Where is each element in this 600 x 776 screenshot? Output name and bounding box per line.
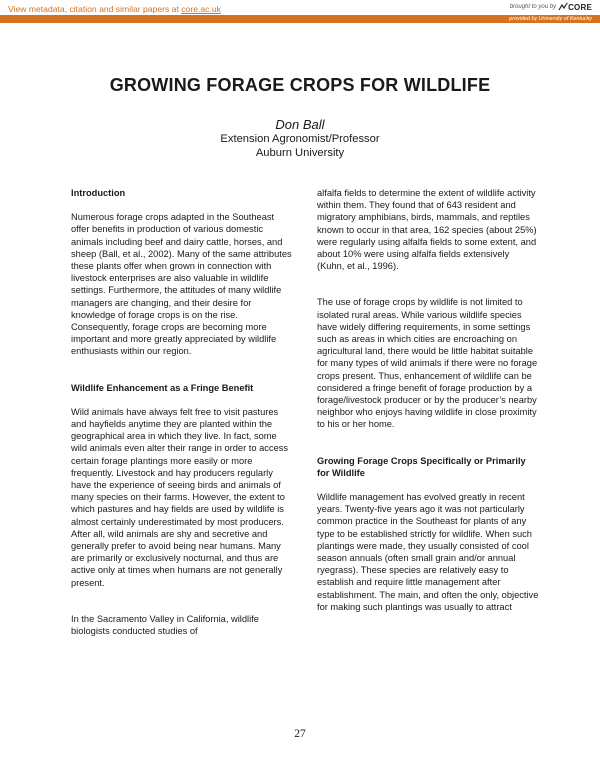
- right-column: [317, 187, 539, 613]
- paragraph-introduction: Numerous forage crops adapted in the Southeast offer benefits in production of various domestic animals including beef and dairy cattle, horses, and sheep (Ball, et al., 2002). Many of the same attributes these plants offer when grown in connection with livestock enterprises are also valuable in wildlife settings. Furthermore, the attitudes of many wildlife managers are changing, and their desire for knowledge of forage crops is on the rise. Consequently, forage crops are becoming more important and more greatly appreciated by wildlife enthusiasts within our region.: [71, 212, 292, 357]
- paragraph-fringe-benefit: Wild animals have always felt free to visit pastures and hayfields anytime they are planted within the geographical area in which they live. In fact, some wild animals even alter their range in order to access certain forage plantings more easily or more frequently. Livestock and hay producers regularly have the experience of seeing birds and animals of many species on their farms. However, the extent to which pastures and hay fields are used by wildlife is almost certainly underestimated by most producers. After all, wild animals are shy and secretive and generally prefer to avoid being near humans. Many are primarily or exclusively nocturnal, and thus are active only at times when humans are not generally present.: [71, 406, 289, 588]
- brought-text: brought to you by: [509, 4, 557, 10]
- brought-to-you-by[interactable]: [510, 2, 592, 12]
- paragraph-wildlife-management: Wildlife management has evolved greatly in recent years. Twenty-five years ago it was not particularly common practice in the Southeast for plants of any type to be established strictly for wildlife. When such plantings were made, they usually consisted of cool season annuals (often small grain and/or annual ryegrass). These species are relatively easy to establish and require little management after establishment. The main, and often the only, objective for making such plantings was usually to attract: [317, 492, 539, 612]
- author-university: Auburn University: [255, 147, 345, 159]
- paragraph-alfalfa: alfalfa fields to determine the extent of wildlife activity within them. They found that of 643 resident and migratory amphibians, birds, mammals, and reptiles known to occur in that area, 162 species (about 25%) were regularly using alfalfa fields to some extent, and about 10% were using alfalfa fields extensively (Kuhn, et al., 1996).: [317, 188, 537, 272]
- provider-text: provided by University of Kentucky: [509, 15, 592, 22]
- section-heading-growing-forage: Growing Forage Crops Specifically or Primarily for Wildlife: [317, 455, 526, 478]
- paper-title: GROWING FORAGE CROPS FOR WILDLIFE: [109, 75, 491, 95]
- core-logo[interactable]: [558, 2, 592, 12]
- core-logo-icon: [558, 2, 568, 12]
- metadata-link[interactable]: [8, 4, 221, 14]
- author-name: Don Ball: [275, 117, 325, 132]
- core-banner: [0, 0, 600, 22]
- section-heading-fringe-benefit: Wildlife Enhancement as a Fringe Benefit: [71, 382, 254, 393]
- core-ac-uk-link[interactable]: core.ac.uk: [181, 4, 221, 14]
- provider-bar: [0, 15, 600, 23]
- author-affiliation: Extension Agronomist/Professor: [220, 133, 380, 145]
- core-logo-text: CORE: [568, 2, 592, 12]
- paragraph-rural-areas: The use of forage crops by wildlife is not limited to isolated rural areas. While various wildlife species have widely differing requirements, in some settings such as areas in which cities are encroaching on agricultural land, there would be little habitat suitable for many types of wild animals if there were no forage crops present. Thus, enhancement of wildlife can be considered a fringe benefit of forage production by a forage/livestock producer or by the producer’s nearby neighbor who enjoys having wildlife in close proximity to his or her home.: [317, 297, 538, 430]
- paragraph-sacramento: In the Sacramento Valley in California, wildlife biologists conducted studies of: [71, 613, 259, 637]
- section-heading-introduction: Introduction: [71, 188, 126, 198]
- left-column: [71, 187, 293, 637]
- metadata-text: View metadata, citation and similar papers at: [8, 4, 182, 14]
- page-number: 27: [294, 728, 306, 740]
